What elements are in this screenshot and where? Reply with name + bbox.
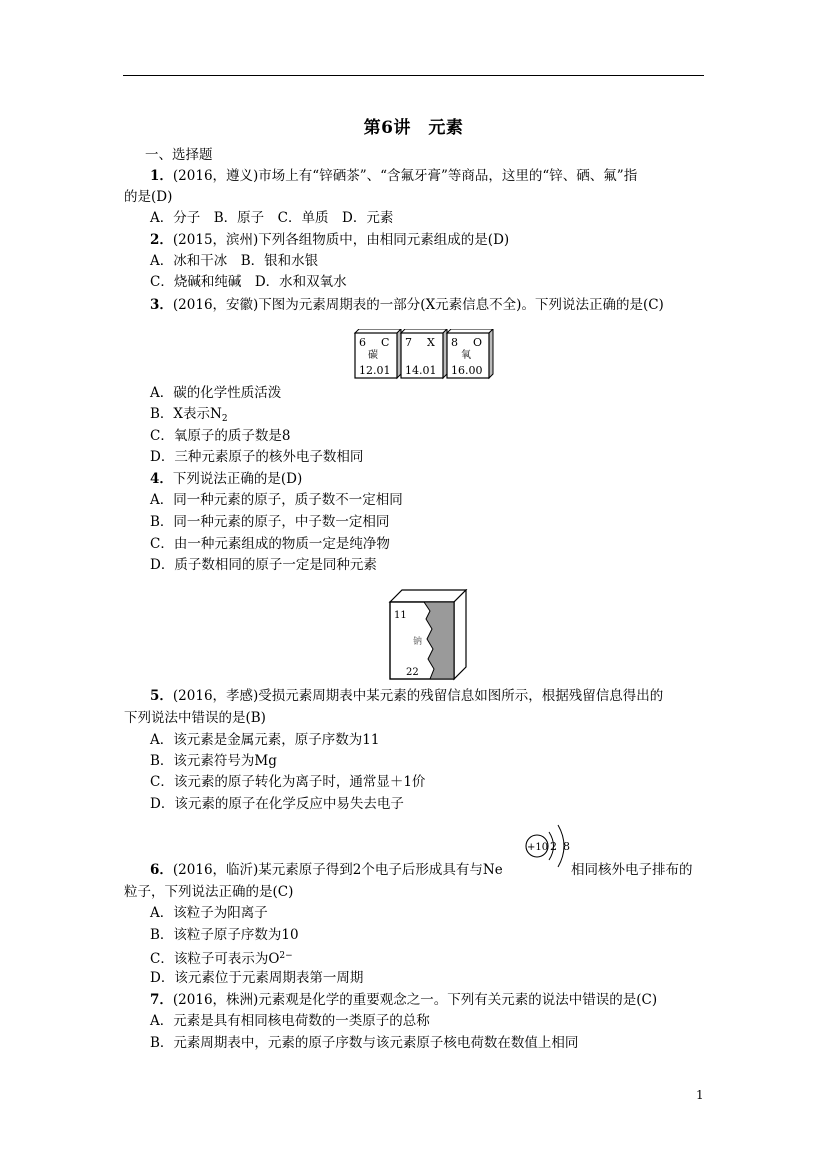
q2-number: 2． [150, 232, 173, 248]
header-rule [123, 75, 704, 76]
q7-number: 7． [150, 992, 173, 1008]
damaged-element-cell-figure [388, 589, 468, 681]
q7-stem-text: (2016，株洲)元素观是化学的重要观念之一。下列有关元素的说法中错误的是(C) [172, 992, 658, 1008]
q5-option-d: D．该元素的原子在化学反应中易失去电子 [150, 796, 404, 812]
q3-stem-text: (2016，安徽)下图为元素周期表的一部分(X元素信息不全)。下列说法正确的是(C) [172, 297, 664, 313]
q6-stem-line2: 粒子，下列说法正确的是(C) [124, 884, 294, 900]
cell-x-number: 7 [405, 336, 412, 349]
cell-carbon-symbol: C [381, 336, 390, 349]
q1-stem-line2: 的是(D) [124, 189, 173, 205]
q5-number: 5． [150, 688, 173, 704]
damaged-cell-number: 11 [394, 610, 407, 621]
q6-option-a: A．该粒子为阳离子 [150, 905, 268, 921]
element-cell-x [401, 329, 447, 378]
cell-oxygen-number: 8 [451, 336, 458, 349]
cell-carbon-mass: 12.01 [359, 364, 391, 377]
damaged-cell-mass: 22 [406, 667, 419, 678]
q7-stem [150, 991, 657, 1009]
cell-x-mass: 14.01 [405, 364, 437, 377]
q4-option-c: C．由一种元素组成的物质一定是纯净物 [150, 536, 390, 552]
periodic-table-fragment [351, 329, 497, 381]
q6-stem-line1-post: 相同核外电子排布的 [571, 862, 693, 878]
q4-stem-text: 下列说法正确的是(D) [172, 471, 303, 487]
q5-option-b: B．该元素符号为Mg [150, 753, 277, 769]
q1-stem [150, 167, 637, 185]
q3-option-b-text: B．X表示N [150, 406, 222, 422]
q3-stem [150, 296, 664, 314]
q6-option-b: B．该粒子原子序数为10 [150, 927, 299, 943]
element-cell-oxygen [447, 329, 493, 378]
cell-x-symbol: X [427, 336, 435, 349]
ne-atom-structure-diagram [524, 820, 574, 876]
q7-option-a: A．元素是具有相同核电荷数的一类原子的总称 [150, 1013, 430, 1029]
q6-stem-line1-pre: (2016，临沂)某元素原子得到2个电子后形成具有与Ne [172, 862, 503, 878]
cell-oxygen-name: 氧 [461, 350, 471, 361]
q6-option-d: D．该元素位于元素周期表第一周期 [150, 970, 364, 986]
q3-option-b-subscript: 2 [221, 414, 228, 424]
q7-option-b: B．元素周期表中，元素的原子序数与该元素原子核电荷数在数值上相同 [150, 1035, 579, 1051]
q1-number: 1． [150, 168, 173, 184]
q1-stem-line1: (2016，遵义)市场上有“锌硒茶”、“含氟牙膏”等商品，这里的“锌、硒、氟”指 [172, 168, 638, 184]
cell-oxygen-symbol: O [473, 336, 483, 349]
q3-number: 3． [150, 297, 173, 313]
q2-stem [150, 231, 509, 249]
q3-option-d: D．三种元素原子的核外电子数相同 [150, 449, 364, 465]
q6-option-c-superscript: 2− [279, 951, 293, 961]
q5-stem-line2: 下列说法中错误的是(B) [124, 710, 266, 726]
q3-option-a: A．碳的化学性质活泼 [150, 385, 282, 401]
q2-options-cd: C．烧碱和纯碱 D．水和双氧水 [150, 274, 347, 290]
q6-stem-line1-left [150, 861, 503, 879]
q3-option-c: C．氧原子的质子数是8 [150, 428, 291, 444]
q4-option-a: A．同一种元素的原子，质子数不一定相同 [150, 492, 403, 508]
q2-stem-text: (2015，滨州)下列各组物质中，由相同元素组成的是(D) [172, 232, 510, 248]
ne-shell-1-electrons: 2 [550, 840, 557, 853]
q4-option-b: B．同一种元素的原子，中子数一定相同 [150, 514, 390, 530]
cell-carbon-number: 6 [359, 336, 366, 349]
q4-number: 4． [150, 471, 173, 487]
q3-option-b [150, 405, 228, 428]
cell-carbon-name: 碳 [368, 350, 378, 361]
section-heading: 一、选择题 [145, 147, 213, 163]
q6-option-c-text: C．该粒子可表示为O [150, 951, 280, 967]
q5-stem [150, 687, 663, 705]
q6-option-c [150, 947, 293, 968]
q5-stem-line1: (2016，孝感)受损元素周期表中某元素的残留信息如图所示，根据残留信息得出的 [172, 688, 664, 704]
page-title: 第6讲 元素 [363, 118, 464, 138]
q5-option-a: A．该元素是金属元素，原子序数为11 [150, 732, 380, 748]
ne-shell-2-electrons: 8 [563, 840, 570, 853]
q1-options: A．分子 B．原子 C．单质 D．元素 [150, 210, 394, 226]
page-number: 1 [696, 1088, 704, 1102]
damaged-cell-char: 钠 [413, 637, 423, 647]
q4-stem [150, 470, 302, 488]
cell-oxygen-mass: 16.00 [451, 364, 483, 377]
q4-option-d: D．质子数相同的原子一定是同种元素 [150, 557, 377, 573]
q6-number: 6． [150, 862, 173, 878]
element-cell-carbon [355, 329, 401, 378]
q5-option-c: C．该元素的原子转化为离子时，通常显＋1价 [150, 774, 426, 790]
q2-options-ab: A．冰和干冰 B．银和水银 [150, 253, 319, 269]
ne-nucleus-charge: +10 [527, 842, 549, 853]
